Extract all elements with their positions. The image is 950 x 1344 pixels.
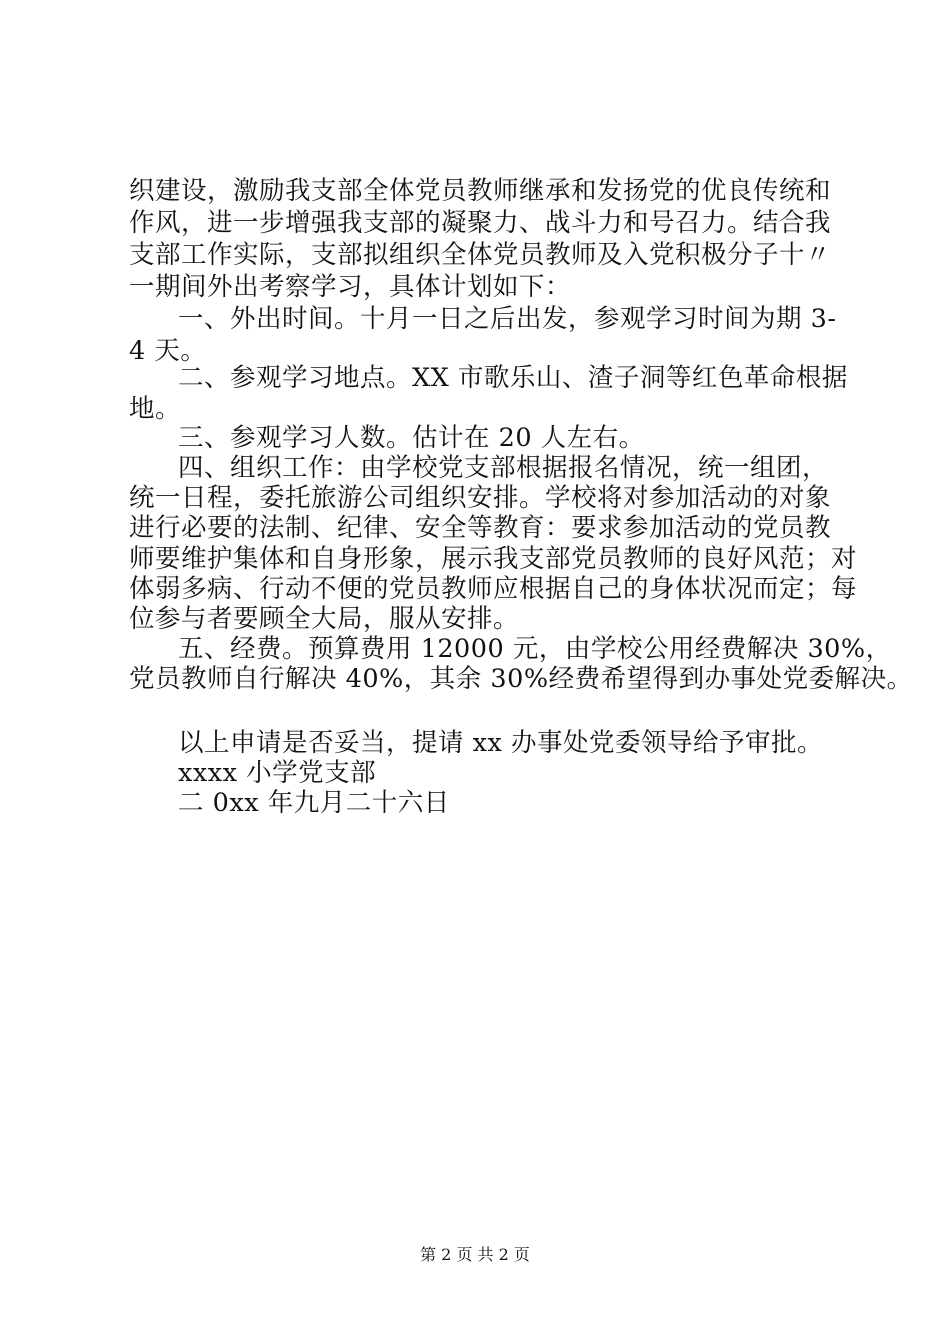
body-line: 进行必要的法制、纪律、安全等教育：要求参加活动的党员教 <box>129 513 832 543</box>
signature-org: xxxx 小学党支部 <box>178 758 377 788</box>
body-line: 地。 <box>129 394 182 424</box>
body-line: 统一日程，委托旅游公司组织安排。学校将对参加活动的对象 <box>129 483 832 513</box>
body-line: 一、外出时间。十月一日之后出发，参观学习时间为期 3- <box>178 304 837 334</box>
body-line: 四、组织工作：由学校党支部根据报名情况，统一组团， <box>178 453 829 483</box>
body-line: 一期间外出考察学习，具体计划如下： <box>129 272 572 302</box>
body-line: 4 天。 <box>129 336 207 366</box>
body-line: 位参与者要顾全大局，服从安排。 <box>129 604 520 634</box>
body-line: 支部工作实际，支部拟组织全体党员教师及入党积极分子十〃 <box>129 240 832 270</box>
body-line: 作风，进一步增强我支部的凝聚力、战斗力和号召力。结合我 <box>129 208 832 238</box>
body-line: 党员教师自行解决 40%，其余 30%经费希望得到办事处党委解决。 <box>129 664 913 694</box>
body-line: 织建设，激励我支部全体党员教师继承和发扬党的优良传统和 <box>129 176 832 206</box>
page-number: 第 2 页 共 2 页 <box>420 1245 530 1264</box>
body-line: 五、经费。预算费用 12000 元，由学校公用经费解决 30%， <box>178 634 892 664</box>
body-line: 以上申请是否妥当，提请 xx 办事处党委领导给予审批。 <box>178 728 823 758</box>
signature-date: 二 0xx 年九月二十六日 <box>178 788 450 818</box>
body-line: 体弱多病、行动不便的党员教师应根据自己的身体状况而定；每 <box>129 574 858 604</box>
body-line: 二、参观学习地点。XX 市歌乐山、渣子洞等红色革命根据 <box>178 363 848 393</box>
body-line: 师要维护集体和自身形象，展示我支部党员教师的良好风范；对 <box>129 544 858 574</box>
body-line: 三、参观学习人数。估计在 20 人左右。 <box>178 423 645 453</box>
